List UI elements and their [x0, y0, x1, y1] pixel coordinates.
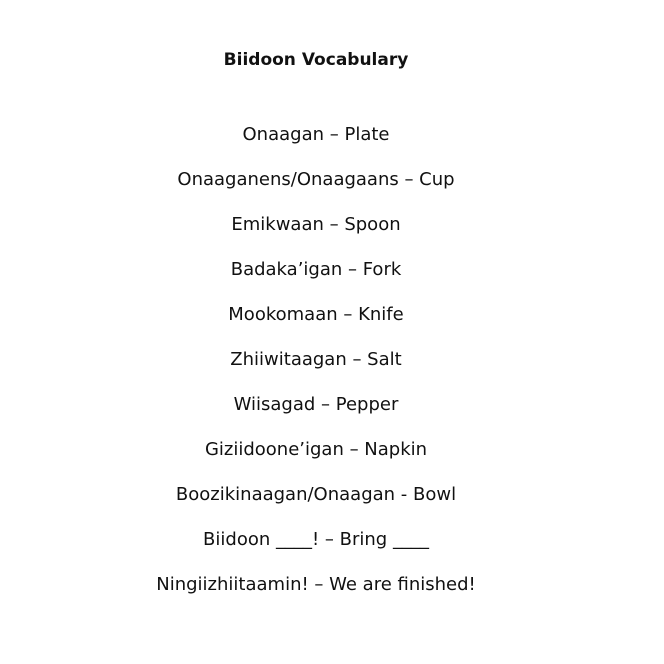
- vocabulary-entry: Emikwaan – Spoon: [231, 214, 401, 235]
- vocabulary-entry: Ningiizhiitaamin! – We are finished!: [156, 574, 476, 595]
- document-title: Biidoon Vocabulary: [223, 50, 409, 70]
- vocabulary-entry: Badaka’igan – Fork: [230, 259, 402, 280]
- vocabulary-entry: Boozikinaagan/Onaagan - Bowl: [175, 484, 457, 505]
- vocabulary-entry: Giziidoone’igan – Napkin: [204, 439, 428, 460]
- vocabulary-entry: Mookomaan – Knife: [228, 304, 404, 325]
- vocabulary-entry: Onaaganens/Onaagaans – Cup: [177, 169, 455, 190]
- vocabulary-entry: Zhiiwitaagan – Salt: [230, 349, 402, 370]
- vocabulary-list: [0, 123, 632, 618]
- vocabulary-entry: Biidoon ____! – Bring ____: [203, 529, 429, 550]
- vocabulary-entry: Wiisagad – Pepper: [233, 394, 399, 415]
- vocabulary-entry: Onaagan – Plate: [242, 124, 390, 145]
